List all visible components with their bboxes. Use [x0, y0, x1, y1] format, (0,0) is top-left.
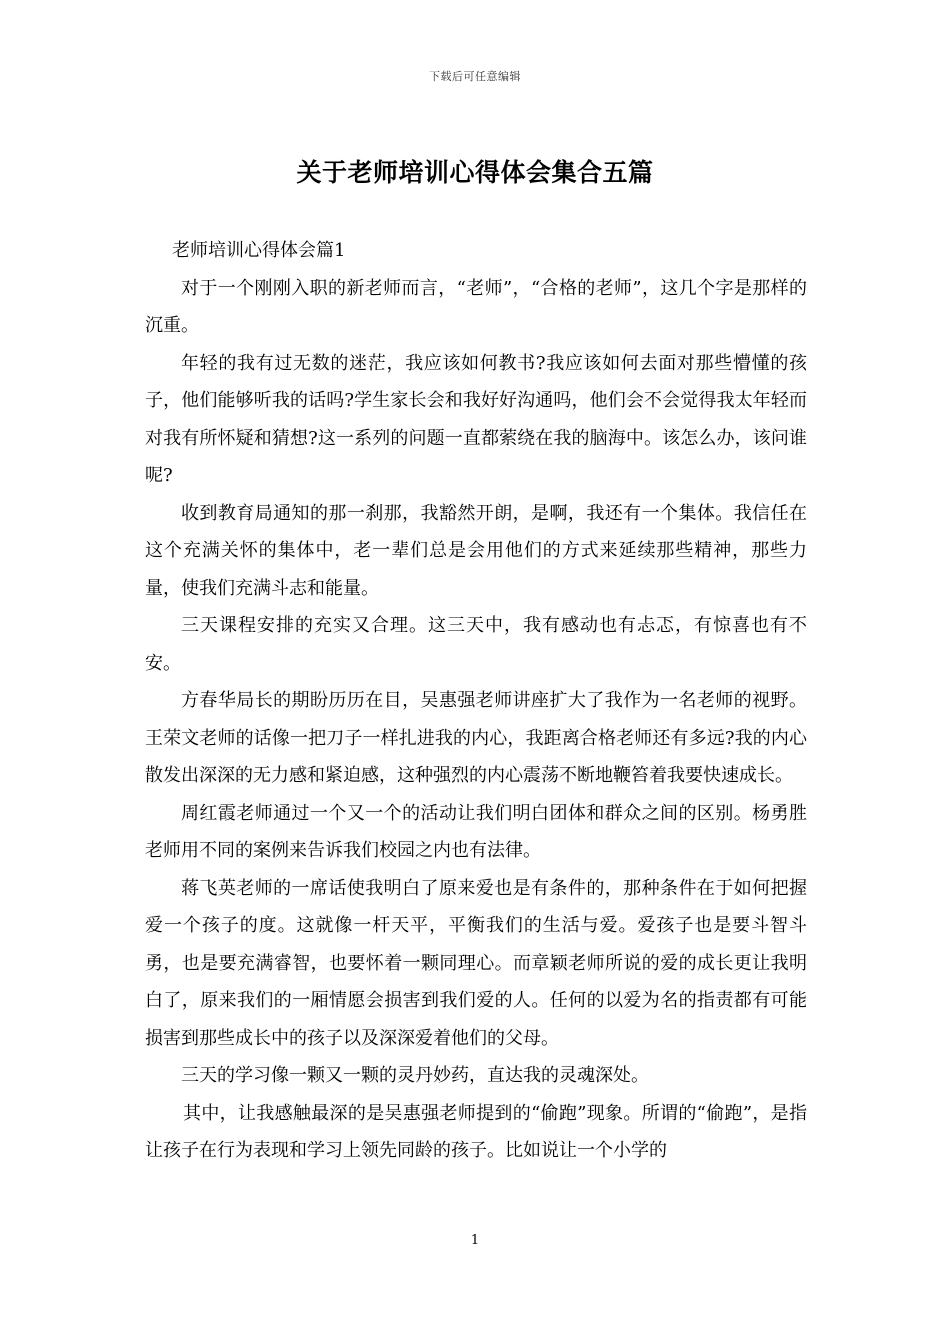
paragraph: 蒋飞英老师的一席话使我明白了原来爱也是有条件的，那种条件在于如何把握爱一个孩子的度。这就像一杆天平，平衡我们的生活与爱。爱孩子也是要斗智斗勇，也是要充满睿智，也要怀着一颗同理心。而章颖老师所说的爱的成长更让我明白了，原来我们的一厢情愿会损害到我们爱的人。任何的以爱为名的指责都有可能损害到那些成长中的孩子以及深深爱着他们的父母。	[145, 877, 807, 1049]
paragraph: 年轻的我有过无数的迷茫，我应该如何教书?我应该如何去面对那些懵懂的孩子，他们能够听我的话吗?学生家长会和我好好沟通吗，他们会不会觉得我太年轻而对我有所怀疑和猜想?这一系列的问题一直都萦绕在我的脑海中。该怎么办，该问谁呢?	[145, 352, 807, 486]
header-note: 下载后可任意编辑	[429, 70, 521, 83]
paragraph: 三天的学习像一颗又一颗的灵丹妙药，直达我的灵魂深处。	[181, 1065, 649, 1086]
document-body	[145, 232, 807, 1170]
paragraph: 对于一个刚刚入职的新老师而言，“老师”，“合格的老师”，这几个字是那样的沉重。	[145, 277, 807, 336]
paragraph: 三天课程安排的充实又合理。这三天中，我有感动也有忐忑，有惊喜也有不安。	[145, 615, 807, 674]
paragraph: 其中，让我感触最深的是吴惠强老师提到的“偷跑”现象。所谓的“偷跑”，是指让孩子在行为表现和学习上领先同龄的孩子。比如说让一个小学的	[145, 1102, 807, 1161]
paragraph: 收到教育局通知的那一刹那，我豁然开朗，是啊，我还有一个集体。我信任在这个充满关怀的集体中，老一辈们总是会用他们的方式来延续那些精神，那些力量，使我们充满斗志和能量。	[145, 502, 807, 599]
page-number: 1	[470, 1233, 480, 1248]
paragraph: 周红霞老师通过一个又一个的活动让我们明白团体和群众之间的区别。杨勇胜老师用不同的案例来告诉我们校园之内也有法律。	[145, 802, 807, 861]
paragraph: 方春华局长的期盼历历在目，吴惠强老师讲座扩大了我作为一名老师的视野。王荣文老师的话像一把刀子一样扎进我的内心，我距离合格老师还有多远?我的内心散发出深深的无力感和紧迫感，这种强烈的内心震荡不断地鞭笞着我要快速成长。	[145, 690, 807, 786]
section-heading: 老师培训心得体会篇1	[172, 240, 346, 261]
document-title: 关于老师培训心得体会集合五篇	[296, 158, 654, 187]
